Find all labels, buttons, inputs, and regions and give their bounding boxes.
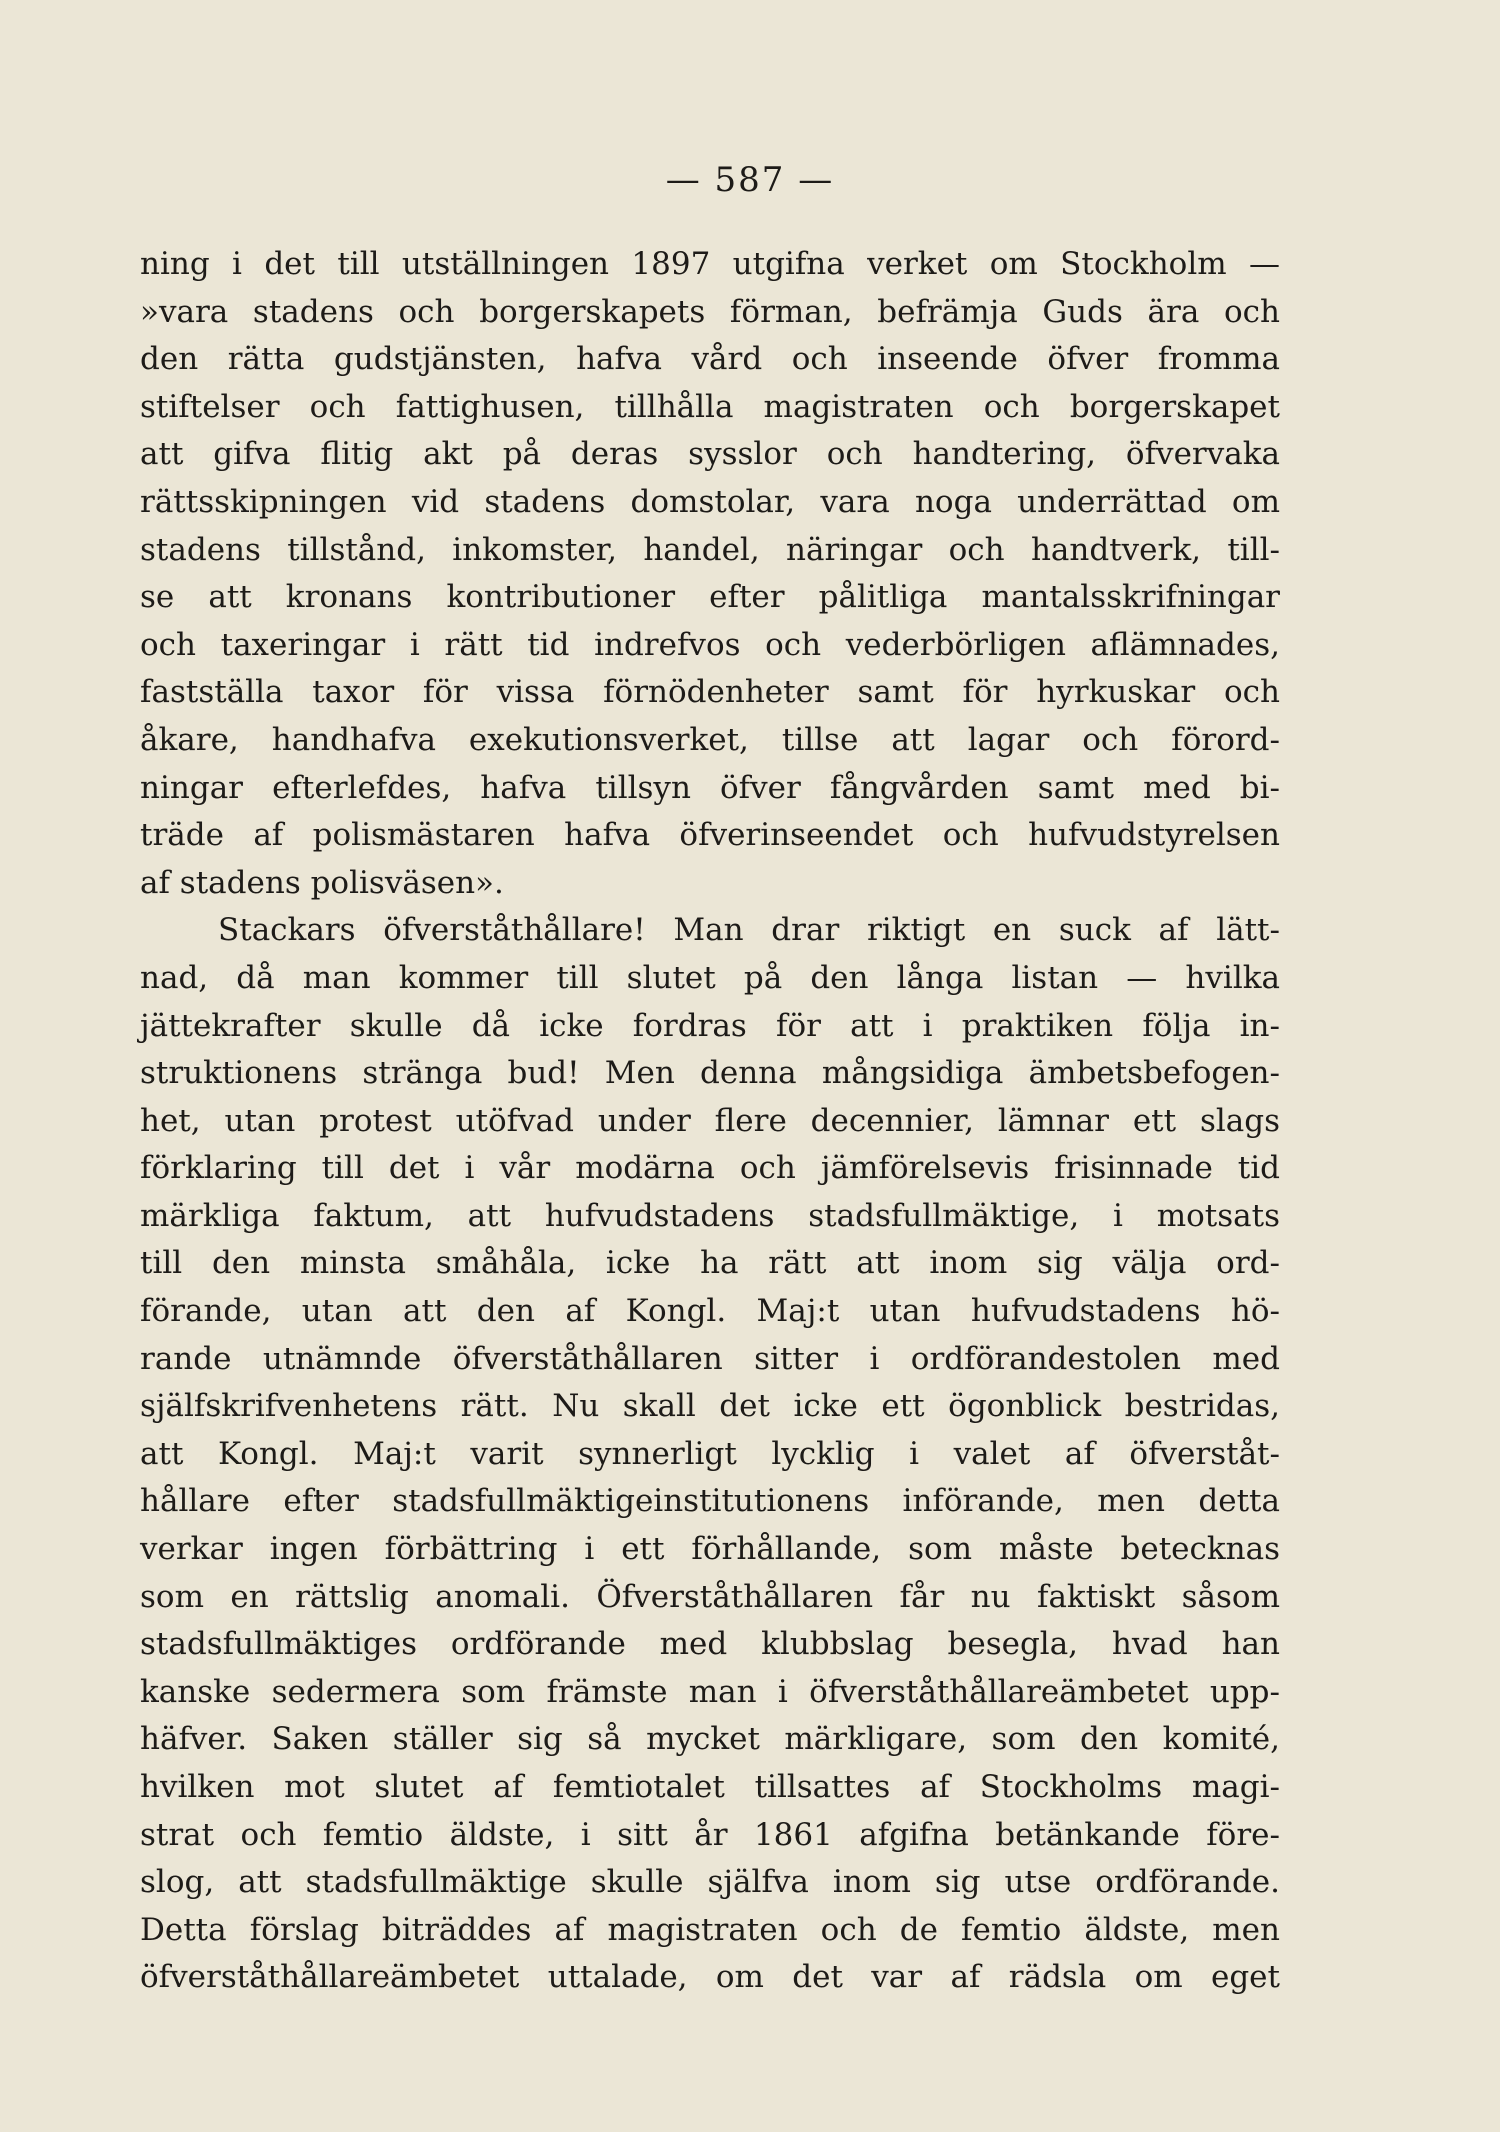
text-line: se att kronans kontributioner efter pålitliga mantalsskrifningar [140, 579, 1280, 616]
text-line: förklaring till det i vår modärna och jämförelsevis frisinnade tid [140, 1150, 1280, 1187]
text-line: rande utnämnde öfverståthållaren sitter i ordförandestolen med [140, 1340, 1280, 1377]
text-line: slog, att stadsfullmäktige skulle själfva inom sig utse ordförande. [140, 1864, 1280, 1901]
text-line: het, utan protest utöfvad under flere decennier, lämnar ett slags [140, 1102, 1280, 1139]
text-line: stadens tillstånd, inkomster, handel, näringar och handtverk, till- [140, 531, 1280, 568]
text-line: ningar efterlefdes, hafva tillsyn öfver fångvården samt med bi- [140, 769, 1280, 806]
text-line: struktionens stränga bud! Men denna mångsidiga ämbetsbefogen- [140, 1055, 1280, 1092]
text-line: »vara stadens och borgerskapets förman, befrämja Guds ära och [140, 293, 1280, 330]
text-line: stiftelser och fattighusen, tillhålla magistraten och borgerskapet [140, 388, 1280, 425]
text-line: öfverståthållareämbetet uttalade, om det var af rädsla om eget [140, 1959, 1280, 1996]
text-line: som en rättslig anomali. Öfverståthållaren får nu faktiskt såsom [140, 1578, 1280, 1615]
text-line: hvilken mot slutet af femtiotalet tillsattes af Stockholms magi- [140, 1769, 1280, 1805]
text-line: jättekrafter skulle då icke fordras för att i praktiken följa in- [140, 1007, 1280, 1044]
text-line: stadsfullmäktiges ordförande med klubbslag besegla, hvad han [140, 1626, 1280, 1663]
text-line: verkar ingen förbättring i ett förhållande, som måste betecknas [140, 1531, 1280, 1568]
text-line: fastställa taxor för vissa förnödenheter samt för hyrkuskar och [140, 674, 1280, 711]
text-line: märkliga faktum, att hufvudstadens stadsfullmäktige, i motsats [140, 1197, 1280, 1234]
text-line: strat och femtio äldste, i sitt år 1861 afgifna betänkande före- [140, 1816, 1280, 1853]
paragraph-start-line: Stackars öfverståthållare! Man drar riktigt en suck af lätt- [218, 912, 1280, 949]
text-line: rättsskipningen vid stadens domstolar, vara noga underrättad om [140, 483, 1280, 520]
text-line: åkare, handhafva exekutionsverket, tillse att lagar och förord- [140, 721, 1280, 758]
text-line: kanske sedermera som främste man i öfverståthållareämbetet upp- [140, 1673, 1280, 1710]
text-line: häfver. Saken ställer sig så mycket märkligare, som den komité, [140, 1721, 1280, 1758]
text-line: träde af polismästaren hafva öfverinseendet och hufvudstyrelsen [140, 817, 1280, 854]
text-line: förande, utan att den af Kongl. Maj:t utan hufvudstadens hö- [140, 1293, 1280, 1330]
text-line: hållare efter stadsfullmäktigeinstitutionens införande, men detta [140, 1483, 1280, 1520]
text-line: den rätta gudstjänsten, hafva vård och inseende öfver fromma [140, 341, 1280, 378]
text-line: att Kongl. Maj:t varit synnerligt lycklig i valet af öfverståt- [140, 1435, 1280, 1472]
text-line: att gifva flitig akt på deras sysslor och handtering, öfvervaka [140, 436, 1280, 473]
page-number: — 587 — [665, 160, 835, 200]
body-text [140, 241, 1280, 2002]
paragraph-end-line: af stadens polisväsen». [140, 864, 504, 901]
text-line: Detta förslag biträddes af magistraten och de femtio äldste, men [140, 1911, 1280, 1948]
text-line: ning i det till utställningen 1897 utgifna verket om Stockholm — [140, 246, 1280, 282]
text-line: nad, då man kommer till slutet på den långa listan — hvilka [140, 959, 1280, 996]
text-line: själfskrifvenhetens rätt. Nu skall det icke ett ögonblick bestridas, [140, 1388, 1280, 1425]
text-line: till den minsta småhåla, icke ha rätt att inom sig välja ord- [140, 1245, 1280, 1282]
text-line: och taxeringar i rätt tid indrefvos och vederbörligen aflämnades, [140, 626, 1280, 663]
